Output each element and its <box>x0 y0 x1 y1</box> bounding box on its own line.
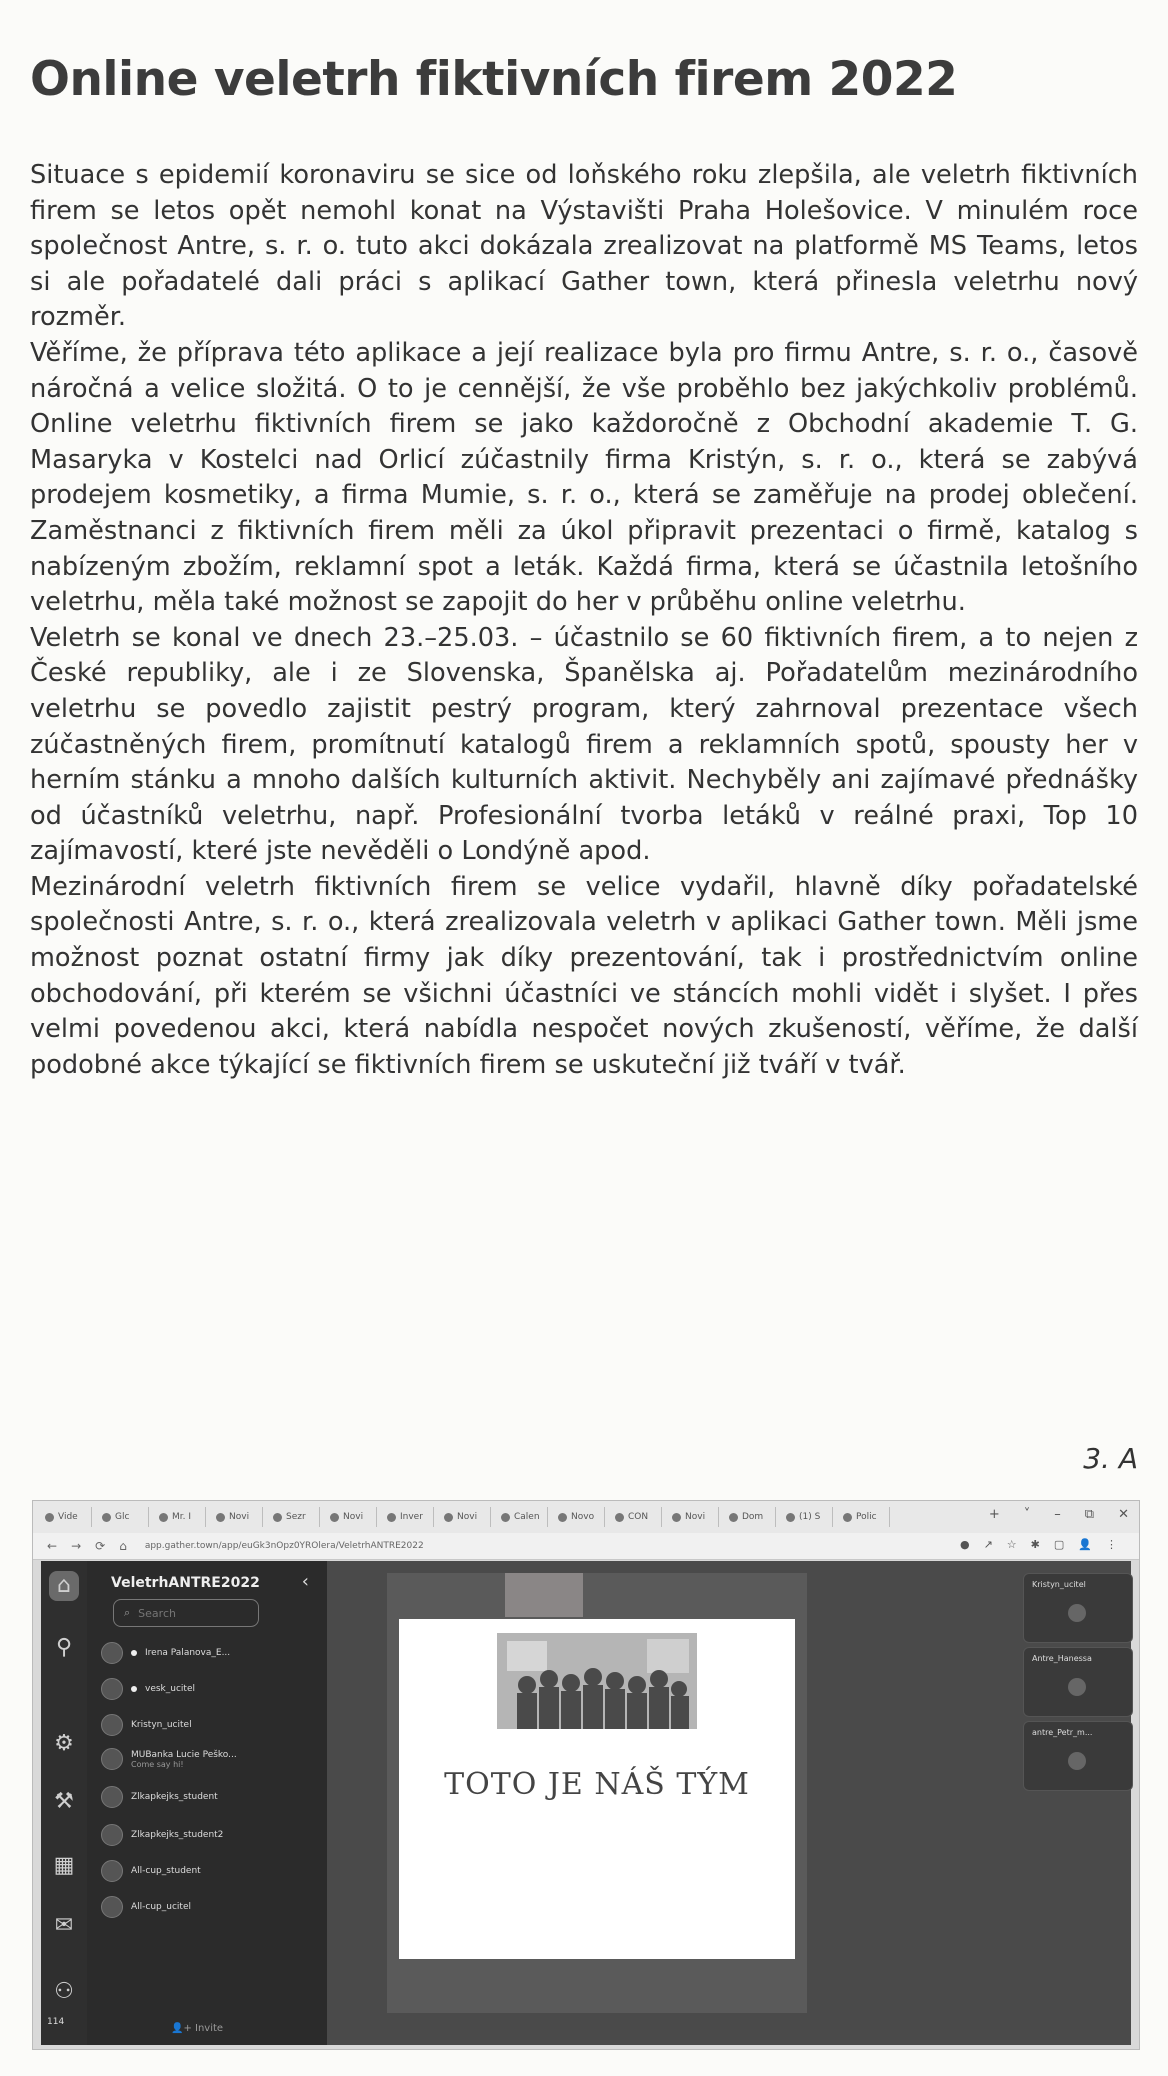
status-dot-icon <box>131 1686 137 1692</box>
reload-icon[interactable]: ⟳ <box>95 1539 106 1553</box>
profile-icon[interactable]: 👤 <box>1078 1538 1092 1551</box>
tab-favicon-icon <box>558 1513 567 1522</box>
browser-tab[interactable]: Inver <box>381 1507 434 1527</box>
avatar <box>101 1642 123 1664</box>
presentation-stage <box>327 1561 1131 2045</box>
avatar <box>101 1786 123 1808</box>
home-icon[interactable]: ⌂ <box>49 1571 79 1601</box>
search-box[interactable] <box>113 1599 259 1627</box>
avatar <box>101 1860 123 1882</box>
window-controls <box>989 1507 1129 1522</box>
browser-tab-bar <box>33 1501 1139 1533</box>
avatar <box>1068 1604 1086 1622</box>
tab-favicon-icon <box>45 1513 54 1522</box>
search-icon: ⌕ <box>124 1606 131 1619</box>
avatar <box>101 1896 123 1918</box>
add-user-icon: 👤+ <box>171 2023 196 2034</box>
browser-tab-active[interactable]: Polic <box>837 1507 890 1527</box>
presentation-slide <box>399 1619 795 1959</box>
member-item[interactable]: Kristyn_ucitel <box>101 1713 192 1737</box>
member-item[interactable]: All-cup_student <box>101 1859 201 1883</box>
avatar <box>101 1824 123 1846</box>
settings-gear-icon[interactable]: ⚙ <box>54 1731 74 1756</box>
more-menu-icon[interactable]: ⋮ <box>1106 1538 1117 1551</box>
build-hammer-icon[interactable]: ⚒ <box>54 1789 74 1814</box>
browser-tab[interactable]: Vide <box>39 1507 92 1527</box>
chat-icon[interactable]: ✉ <box>54 1913 74 1938</box>
member-item[interactable]: MUBanka Lucie Peško... Come say hi! <box>101 1747 237 1771</box>
invite-button[interactable]: 👤+ Invite <box>171 2023 224 2034</box>
address-bar <box>33 1533 1139 1560</box>
browser-tab[interactable]: Novi <box>438 1507 491 1527</box>
video-tile[interactable]: Kristyn_ucitel <box>1023 1573 1133 1643</box>
member-item[interactable]: vesk_ucitel <box>101 1677 195 1701</box>
browser-tab[interactable]: Sezr <box>267 1507 320 1527</box>
calendar-icon[interactable]: ▦ <box>53 1853 75 1878</box>
tab-favicon-icon <box>501 1513 510 1522</box>
maximize-button[interactable]: ⧉ <box>1084 1507 1095 1522</box>
share-icon[interactable]: ↗ <box>983 1538 993 1551</box>
team-photo <box>497 1633 697 1729</box>
back-icon[interactable]: ← <box>47 1539 58 1553</box>
search-input[interactable] <box>136 1606 240 1621</box>
url-field[interactable]: app.gather.town/app/euGk3nOpz0YROlera/VeletrhANTRE2022 <box>144 1541 424 1551</box>
tab-favicon-icon <box>786 1513 795 1522</box>
avatar <box>101 1714 123 1736</box>
team-photo-image <box>497 1633 697 1729</box>
browser-tab[interactable]: CON <box>609 1507 662 1527</box>
tab-favicon-icon <box>615 1513 624 1522</box>
avatar <box>101 1748 123 1770</box>
extension-icon[interactable]: ● <box>959 1538 970 1551</box>
extensions-puzzle-icon[interactable]: ✱ <box>1030 1538 1040 1551</box>
participants-panel <box>87 1561 327 2045</box>
paragraph: Mezinárodní veletrh fiktivních firem se velice vydařil, hlavně díky pořadatelské společnosti Antre, s. r. o., která zrealizovala veletrh v aplikaci Gather town. Měli jsme možnost poznat ostatní firmy jak díky prezentování, tak i prostřednictvím online obchodování, při kterém se všichni účastníci ve stáncích mohli vidět i slyšet. I přes velmi povedenou akci, která nabídla nespočet nových zkušeností, věříme, že další podobné akce týkající se fiktivních firem se uskuteční již tváří v tvář. <box>30 871 1138 1080</box>
tab-favicon-icon <box>444 1513 453 1522</box>
gather-screenshot <box>32 1500 1140 2050</box>
close-window-button[interactable]: ✕ <box>1118 1507 1129 1522</box>
member-item[interactable]: Irena Palanova_E... <box>101 1641 230 1665</box>
tab-favicon-icon <box>102 1513 111 1522</box>
browser-tab[interactable]: Novi <box>324 1507 377 1527</box>
browser-tab[interactable]: Novo <box>552 1507 605 1527</box>
screen-share-frame <box>387 1573 807 2013</box>
video-tile[interactable]: Antre_Hanessa <box>1023 1647 1133 1717</box>
paragraph: Situace s epidemií koronaviru se sice od loňského roku zlepšila, ale veletrh fiktivních firem se letos opět nemohl konat na Výstavišti Praha Holešovice. V minulém roce společnost Antre, s. r. o. tuto akci dokázala zrealizovat na platformě MS Teams, letos si ale pořadatelé dali práci s aplikací Gather town, která přinesla veletrhu nový rozměr. <box>30 160 1138 333</box>
home-icon[interactable]: ⌂ <box>119 1539 127 1553</box>
tab-favicon-icon <box>672 1513 681 1522</box>
space-name: VeletrhANTRE2022 <box>111 1575 260 1591</box>
article-title: Online veletrh fiktivních firem 2022 <box>30 52 958 107</box>
minimize-button[interactable]: – <box>1054 1507 1061 1522</box>
paragraph: Veletrh se konal ve dnech 23.–25.03. – účastnilo se 60 fiktivních firem, a to nejen z České republiky, ale i ze Slovenska, Španělska aj. Pořadatelům mezinárodního veletrhu se povedlo zajistit pestrý program, který zahrnoval prezentace všech zúčastněných firem, promítnutí katalogů firem a reklamních spotů, spousty her v herním stánku a mnoho dalších kulturních aktivit. Nechyběly ani zajímavé přednášky od účastníků veletrhu, např. Profesionální tvorba letáků v reálné praxi, Top 10 zajímavostí, které jste nevěděli o Londýně apod. <box>30 622 1138 867</box>
browser-tab[interactable]: Mr. I <box>153 1507 206 1527</box>
browser-tab[interactable]: Glc <box>96 1507 149 1527</box>
tab-favicon-icon <box>216 1513 225 1522</box>
status-dot-icon <box>131 1650 137 1656</box>
member-item[interactable]: Zlkapkejks_student2 <box>101 1823 223 1847</box>
video-tile[interactable]: antre_Petr_m... <box>1023 1721 1133 1791</box>
avatar <box>101 1678 123 1700</box>
participants-icon[interactable]: ⚇ <box>54 1979 74 2004</box>
participant-count: 114 <box>47 2017 65 2027</box>
new-tab-button[interactable]: + <box>988 1507 1000 1522</box>
browser-toolbar <box>960 1538 1117 1551</box>
tab-favicon-icon <box>273 1513 282 1522</box>
tab-favicon-icon <box>729 1513 738 1522</box>
tab-favicon-icon <box>387 1513 396 1522</box>
article-signature: 3. A <box>1083 1442 1138 1475</box>
member-item[interactable]: Zlkapkejks_student <box>101 1785 218 1809</box>
gather-app <box>41 1561 1131 2045</box>
browser-tab[interactable]: Calen <box>495 1507 548 1527</box>
paragraph: Věříme, že příprava této aplikace a její realizace byla pro firmu Antre, s. r. o., časově náročná a velice složitá. O to je cennější, že vše proběhlo bez jakýchkoliv problémů. Online veletrhu fiktivních firem se jako každoročně z Obchodní akademie T. G. Masaryka v Kostelci nad Orlicí zúčastnily firma Kristýn, s. r. o., která se zabývá prodejem kosmetiky, a firma Mumie, s. r. o., která se zaměřuje na prodej oblečení. Zaměstnanci z fiktivních firem měli za úkol připravit prezentaci o firmě, katalog s nabízeným zbožím, reklamní spot a leták. Každá firma, která se účastnila letošního veletrhu, měla také možnost se zapojit do her v průběhu online veletrhu. <box>30 337 1138 618</box>
collapse-panel-icon[interactable]: ‹ <box>301 1571 309 1592</box>
pin-icon[interactable]: ⚲ <box>55 1635 73 1660</box>
browser-tab[interactable]: Dom <box>723 1507 776 1527</box>
left-rail <box>41 1561 87 2045</box>
browser-tab[interactable]: Novi <box>666 1507 719 1527</box>
tab-favicon-icon <box>843 1513 852 1522</box>
browser-tab[interactable]: (1) S <box>780 1507 833 1527</box>
browser-tab[interactable]: Novi <box>210 1507 263 1527</box>
bookmark-star-icon[interactable]: ☆ <box>1006 1538 1017 1551</box>
screen-tab <box>505 1573 583 1617</box>
article-body <box>30 158 1138 1083</box>
tab-list-button[interactable]: ˅ <box>1023 1507 1031 1522</box>
tab-favicon-icon <box>330 1513 339 1522</box>
slide-title: TOTO JE NÁŠ TÝM <box>444 1767 750 1802</box>
tab-favicon-icon <box>159 1513 168 1522</box>
sidebar-icon[interactable]: ▢ <box>1053 1538 1065 1551</box>
member-item[interactable]: All-cup_ucitel <box>101 1895 191 1919</box>
forward-icon[interactable]: → <box>71 1539 82 1553</box>
avatar <box>1068 1752 1086 1770</box>
avatar <box>1068 1678 1086 1696</box>
